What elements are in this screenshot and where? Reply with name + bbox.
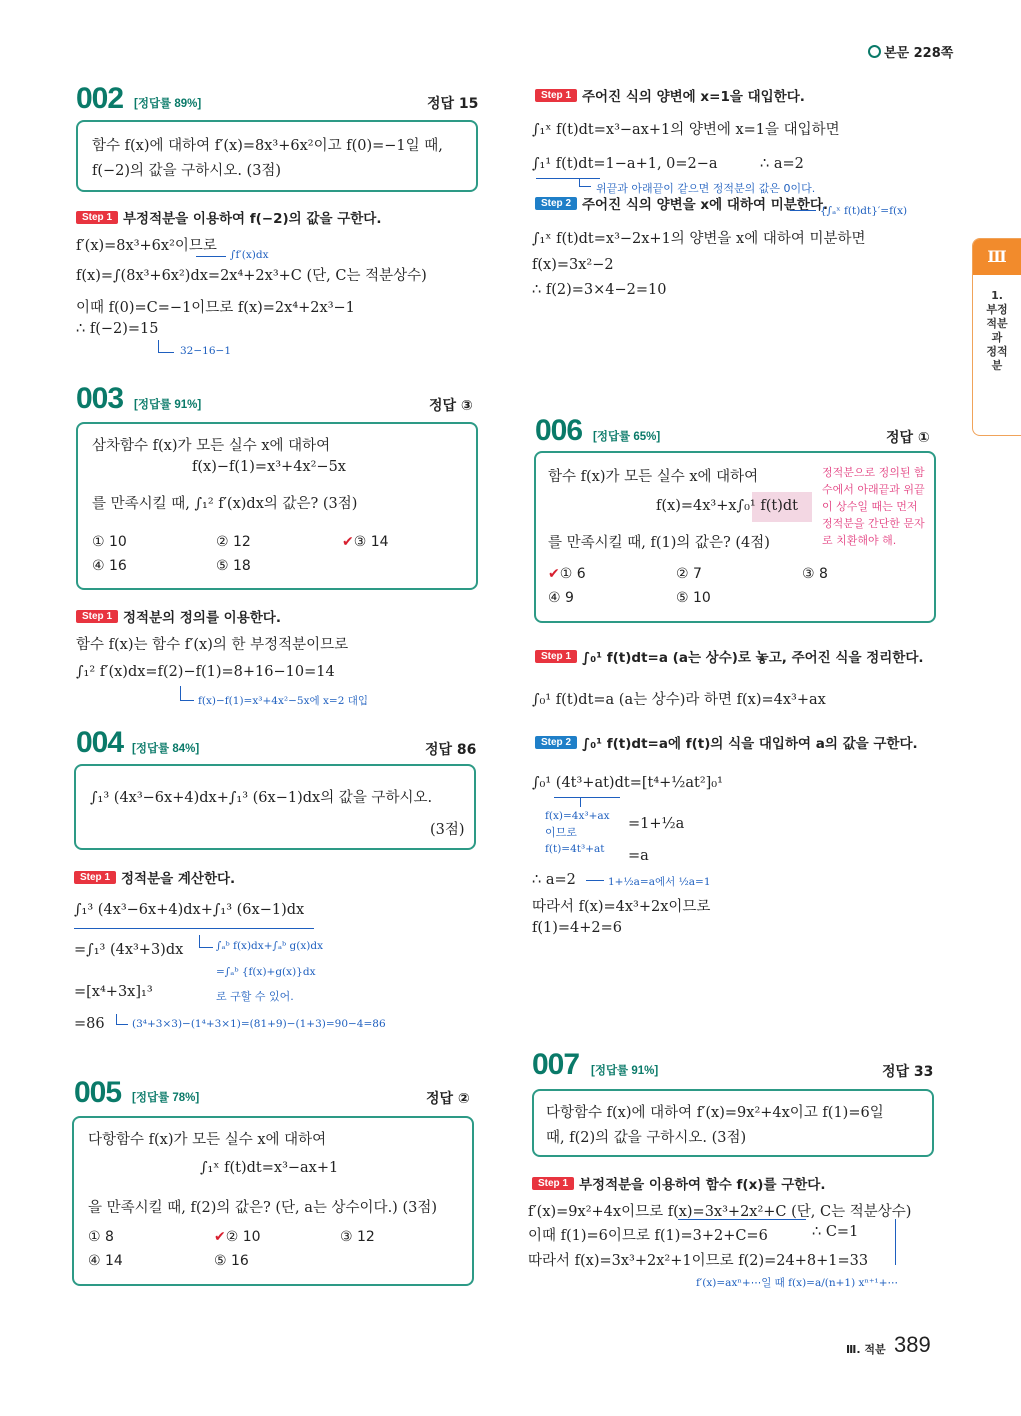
annotation-arrow <box>180 686 181 700</box>
annotation-arrow <box>580 797 581 807</box>
annotation-arrow <box>895 1219 896 1265</box>
answer-option[interactable]: ⑤ 16 <box>214 1253 249 1269</box>
step-label: Step 2 <box>535 733 577 749</box>
step-title: 부정적분을 이용하여 함수 f(x)를 구한다. <box>579 1177 826 1193</box>
answer-option[interactable]: ③ 8 <box>802 566 828 582</box>
solution-line: f′(x)=9x²+4x이므로 f(x)=3x³+2x²+C (단, C는 적분상수) <box>528 1204 912 1220</box>
answer-label: 정답 15 <box>427 96 479 112</box>
annotation-note: f′(x)=axⁿ+⋯일 때 f(x)=a/(n+1) xⁿ⁺¹+⋯ <box>696 1277 899 1289</box>
annotation-arrow <box>586 880 604 881</box>
step-title: ∫₀¹ f(t)dt=a (a는 상수)로 놓고, 주어진 식을 정리한다. <box>582 650 924 666</box>
solution-line: ∫₁ˣ f(t)dt=x³−2x+1의 양변을 x에 대하여 미분하면 <box>532 231 866 247</box>
answer-label: 정답 86 <box>425 742 477 758</box>
answer-option[interactable]: ③ 12 <box>340 1229 375 1245</box>
step-label: Step 1 <box>532 1174 574 1190</box>
solution-line: f(x)=∫(8x³+6x²)dx=2x⁴+2x³+C (단, C는 적분상수) <box>76 268 427 284</box>
step-title: 정적분을 계산한다. <box>121 871 236 887</box>
solution-line: ∫₁¹ f(t)dt=1−a+1, 0=2−a <box>532 156 718 172</box>
solution-line: ∴ a=2 <box>760 156 804 172</box>
solution-line: f′(x)=8x³+6x²이므로 <box>76 238 217 254</box>
annotation-note: ∫ₐᵇ f(x)dx+∫ₐᵇ g(x)dx <box>216 940 324 952</box>
question-text: 함수 f(x)에 대하여 f′(x)=8x³+6x²이고 f(0)=−1일 때, <box>92 138 443 154</box>
question-text: (3점) <box>430 822 465 838</box>
answer-option[interactable]: ② 7 <box>676 566 702 582</box>
question-text: 다항함수 f(x)에 대하여 f′(x)=9x²+4x이고 f(1)=6일 <box>546 1105 884 1121</box>
chapter-side-tab <box>972 238 1021 436</box>
step-label: Step 1 <box>74 868 116 884</box>
annotation-arrow <box>579 178 580 186</box>
annotation-note: f(x)=4x³+ax <box>545 810 610 822</box>
step-label: Step 2 <box>535 194 577 210</box>
correct-rate: [정답률 91%] <box>134 399 202 411</box>
annotation-note: (3⁴+3×3)−(1⁴+3×1)=(81+9)−(1+3)=90−4=86 <box>132 1018 386 1030</box>
side-note: 정적분으로 정의된 함수에서 아래끝과 위끝이 상수일 때는 먼저 정적분을 간단한 문자로 치환해야 해. <box>822 466 925 547</box>
answer-option[interactable]: ② 12 <box>216 534 251 550</box>
solution-line: ∫₀¹ (4t³+at)dt=[t⁴+½at²]₀¹ <box>532 775 723 791</box>
annotation-note: f(x)−f(1)=x³+4x²−5x에 x=2 대입 <box>198 695 368 707</box>
solution-line: 함수 f(x)는 함수 f′(x)의 한 부정적분이므로 <box>76 637 349 653</box>
problem-number: 002 <box>76 82 124 115</box>
answer-option[interactable]: ① 8 <box>88 1229 114 1245</box>
solution-line: 따라서 f(x)=4x³+2x이므로 <box>532 899 711 915</box>
chapter-label: 1. 부정적분과 정적분 <box>986 289 1008 372</box>
annotation-arrow <box>196 256 226 257</box>
annotation-arrow <box>116 1024 128 1025</box>
answer-option[interactable]: ⑤ 10 <box>676 590 711 606</box>
step-label: Step 1 <box>76 607 118 623</box>
annotation-note: 로 구할 수 있어. <box>216 990 294 1003</box>
solution-line: =1+½a <box>628 816 685 832</box>
solution-line: ∴ C=1 <box>812 1224 859 1240</box>
solution-line: 이때 f(1)=6이므로 f(1)=3+2+C=6 <box>528 1228 768 1244</box>
solution-line: =86 <box>74 1016 105 1032</box>
answer-option-selected[interactable]: ✔② 10 <box>214 1229 261 1245</box>
question-text: 함수 f(x)가 모든 실수 x에 대하여 <box>548 469 759 485</box>
page-ref: 본문 228쪽 <box>868 42 953 61</box>
annotation-arrow <box>158 352 174 353</box>
solution-line: f(x)=3x²−2 <box>532 257 614 273</box>
annotation-note: 1+½a=a에서 ½a=1 <box>608 876 711 888</box>
question-text: ∫₁ˣ f(t)dt=x³−ax+1 <box>200 1160 339 1176</box>
correct-rate: [정답률 65%] <box>593 431 661 443</box>
correct-rate: [정답률 89%] <box>134 98 202 110</box>
answer-option[interactable]: ① 10 <box>92 534 127 550</box>
step-title: 정적분의 정의를 이용한다. <box>123 610 281 626</box>
correct-rate: [정답률 91%] <box>591 1065 659 1077</box>
solution-line: =∫₁³ (4x³+3)dx <box>74 942 184 958</box>
question-text: 때, f(2)의 값을 구하시오. (3점) <box>546 1130 747 1146</box>
step-title: 주어진 식의 양변에 x=1을 대입한다. <box>582 89 805 105</box>
question-text: f(x)=4x³+x∫₀¹ f(t)dt <box>656 498 798 514</box>
solution-line: 따라서 f(x)=3x³+2x²+1이므로 f(2)=24+8+1=33 <box>528 1253 869 1269</box>
solution-line: ∫₁ˣ f(t)dt=x³−ax+1의 양변에 x=1을 대입하면 <box>532 122 840 138</box>
answer-option[interactable]: ④ 9 <box>548 590 574 606</box>
annotation-arrow <box>790 210 816 211</box>
solution-line: ∴ a=2 <box>532 872 576 888</box>
correct-rate: [정답률 78%] <box>132 1092 200 1104</box>
solution-line: f(1)=4+2=6 <box>532 920 623 936</box>
answer-option[interactable]: ⑤ 18 <box>216 558 251 574</box>
question-text: 를 만족시킬 때, ∫₁² f′(x)dx의 값은? (3점) <box>92 496 358 512</box>
annotation-arrow <box>579 186 591 187</box>
answer-option[interactable]: ④ 14 <box>88 1253 123 1269</box>
annotation-note: f(t)=4t³+at <box>545 843 605 855</box>
answer-label: 정답 ③ <box>429 398 473 414</box>
problem-number: 006 <box>535 414 583 447</box>
step-label: Step 1 <box>76 208 118 224</box>
question-text: 을 만족시킬 때, f(2)의 값은? (단, a는 상수이다.) (3점) <box>88 1200 437 1216</box>
annotation-note: 32−16−1 <box>180 345 231 357</box>
annotation-arrow <box>199 935 200 947</box>
problem-number: 004 <box>76 726 124 759</box>
underline <box>554 797 620 798</box>
problem-number: 003 <box>76 382 124 415</box>
step-label: Step 1 <box>535 647 577 663</box>
question-box <box>76 120 478 192</box>
circle-bullet-icon <box>868 45 881 58</box>
question-text: ∫₁³ (4x³−6x+4)dx+∫₁³ (6x−1)dx의 값을 구하시오. <box>90 790 433 806</box>
footer-section: Ⅲ. 적분 <box>846 1343 886 1356</box>
step-title: 주어진 식의 양변을 x에 대하여 미분한다. <box>582 197 828 213</box>
chapter-roman: Ⅲ <box>973 239 1021 275</box>
question-box <box>74 764 476 850</box>
solution-line: =[x⁴+3x]₁³ <box>74 984 153 1000</box>
annotation-arrow <box>116 1014 117 1024</box>
solution-line: ∴ f(2)=3×4−2=10 <box>532 282 667 298</box>
annotation-note: =∫ₐᵇ {f(x)+g(x)}dx <box>216 966 316 978</box>
page-number: 389 <box>894 1332 931 1357</box>
solution-line: ∫₀¹ f(t)dt=a (a는 상수)라 하면 f(x)=4x³+ax <box>532 692 826 708</box>
check-mark-icon: ✔ <box>214 1229 226 1245</box>
underline <box>536 178 600 179</box>
step-title: 부정적분을 이용하여 f(−2)의 값을 구한다. <box>123 211 382 227</box>
check-mark-icon: ✔ <box>342 534 354 550</box>
check-mark-icon: ✔ <box>548 566 560 582</box>
correct-rate: [정답률 84%] <box>132 743 200 755</box>
annotation-arrow <box>180 700 194 701</box>
annotation-note: ∫f′(x)dx <box>230 249 269 261</box>
step-label: Step 1 <box>535 86 577 102</box>
annotation-arrow <box>199 947 213 948</box>
problem-number: 007 <box>532 1048 580 1081</box>
underline <box>678 1219 806 1220</box>
question-text: 삼차함수 f(x)가 모든 실수 x에 대하여 <box>92 438 331 454</box>
question-text: 다항함수 f(x)가 모든 실수 x에 대하여 <box>88 1132 327 1148</box>
problem-number: 005 <box>74 1076 122 1109</box>
question-text: f(x)−f(1)=x³+4x²−5x <box>192 459 346 475</box>
question-text: 를 만족시킬 때, f(1)의 값은? (4점) <box>548 535 770 551</box>
step-title: ∫₀¹ f(t)dt=a에 f(t)의 식을 대입하여 a의 값을 구한다. <box>582 736 918 752</box>
answer-label: 정답 33 <box>882 1064 934 1080</box>
answer-option-selected[interactable]: ✔③ 14 <box>342 534 389 550</box>
answer-option[interactable]: ④ 16 <box>92 558 127 574</box>
solution-line: =a <box>628 848 649 864</box>
answer-option-selected[interactable]: ✔① 6 <box>548 566 586 582</box>
annotation-note: 위끝과 아래끝이 같으면 정적분의 값은 0이다. <box>596 182 816 195</box>
annotation-note: {∫ₐˣ f(t)dt}′=f(x) <box>820 205 908 217</box>
solution-line: 이때 f(0)=C=−1이므로 f(x)=2x⁴+2x³−1 <box>76 300 355 316</box>
annotation-note: 이므로 <box>545 826 577 839</box>
answer-label: 정답 ① <box>886 430 930 446</box>
solution-line: ∴ f(−2)=15 <box>76 321 159 337</box>
solution-line: ∫₁³ (4x³−6x+4)dx+∫₁³ (6x−1)dx <box>74 902 305 918</box>
solution-line: ∫₁² f′(x)dx=f(2)−f(1)=8+16−10=14 <box>76 664 335 680</box>
underline <box>74 928 314 929</box>
answer-label: 정답 ② <box>426 1091 470 1107</box>
question-text: f(−2)의 값을 구하시오. (3점) <box>92 163 282 179</box>
annotation-arrow <box>158 340 159 352</box>
